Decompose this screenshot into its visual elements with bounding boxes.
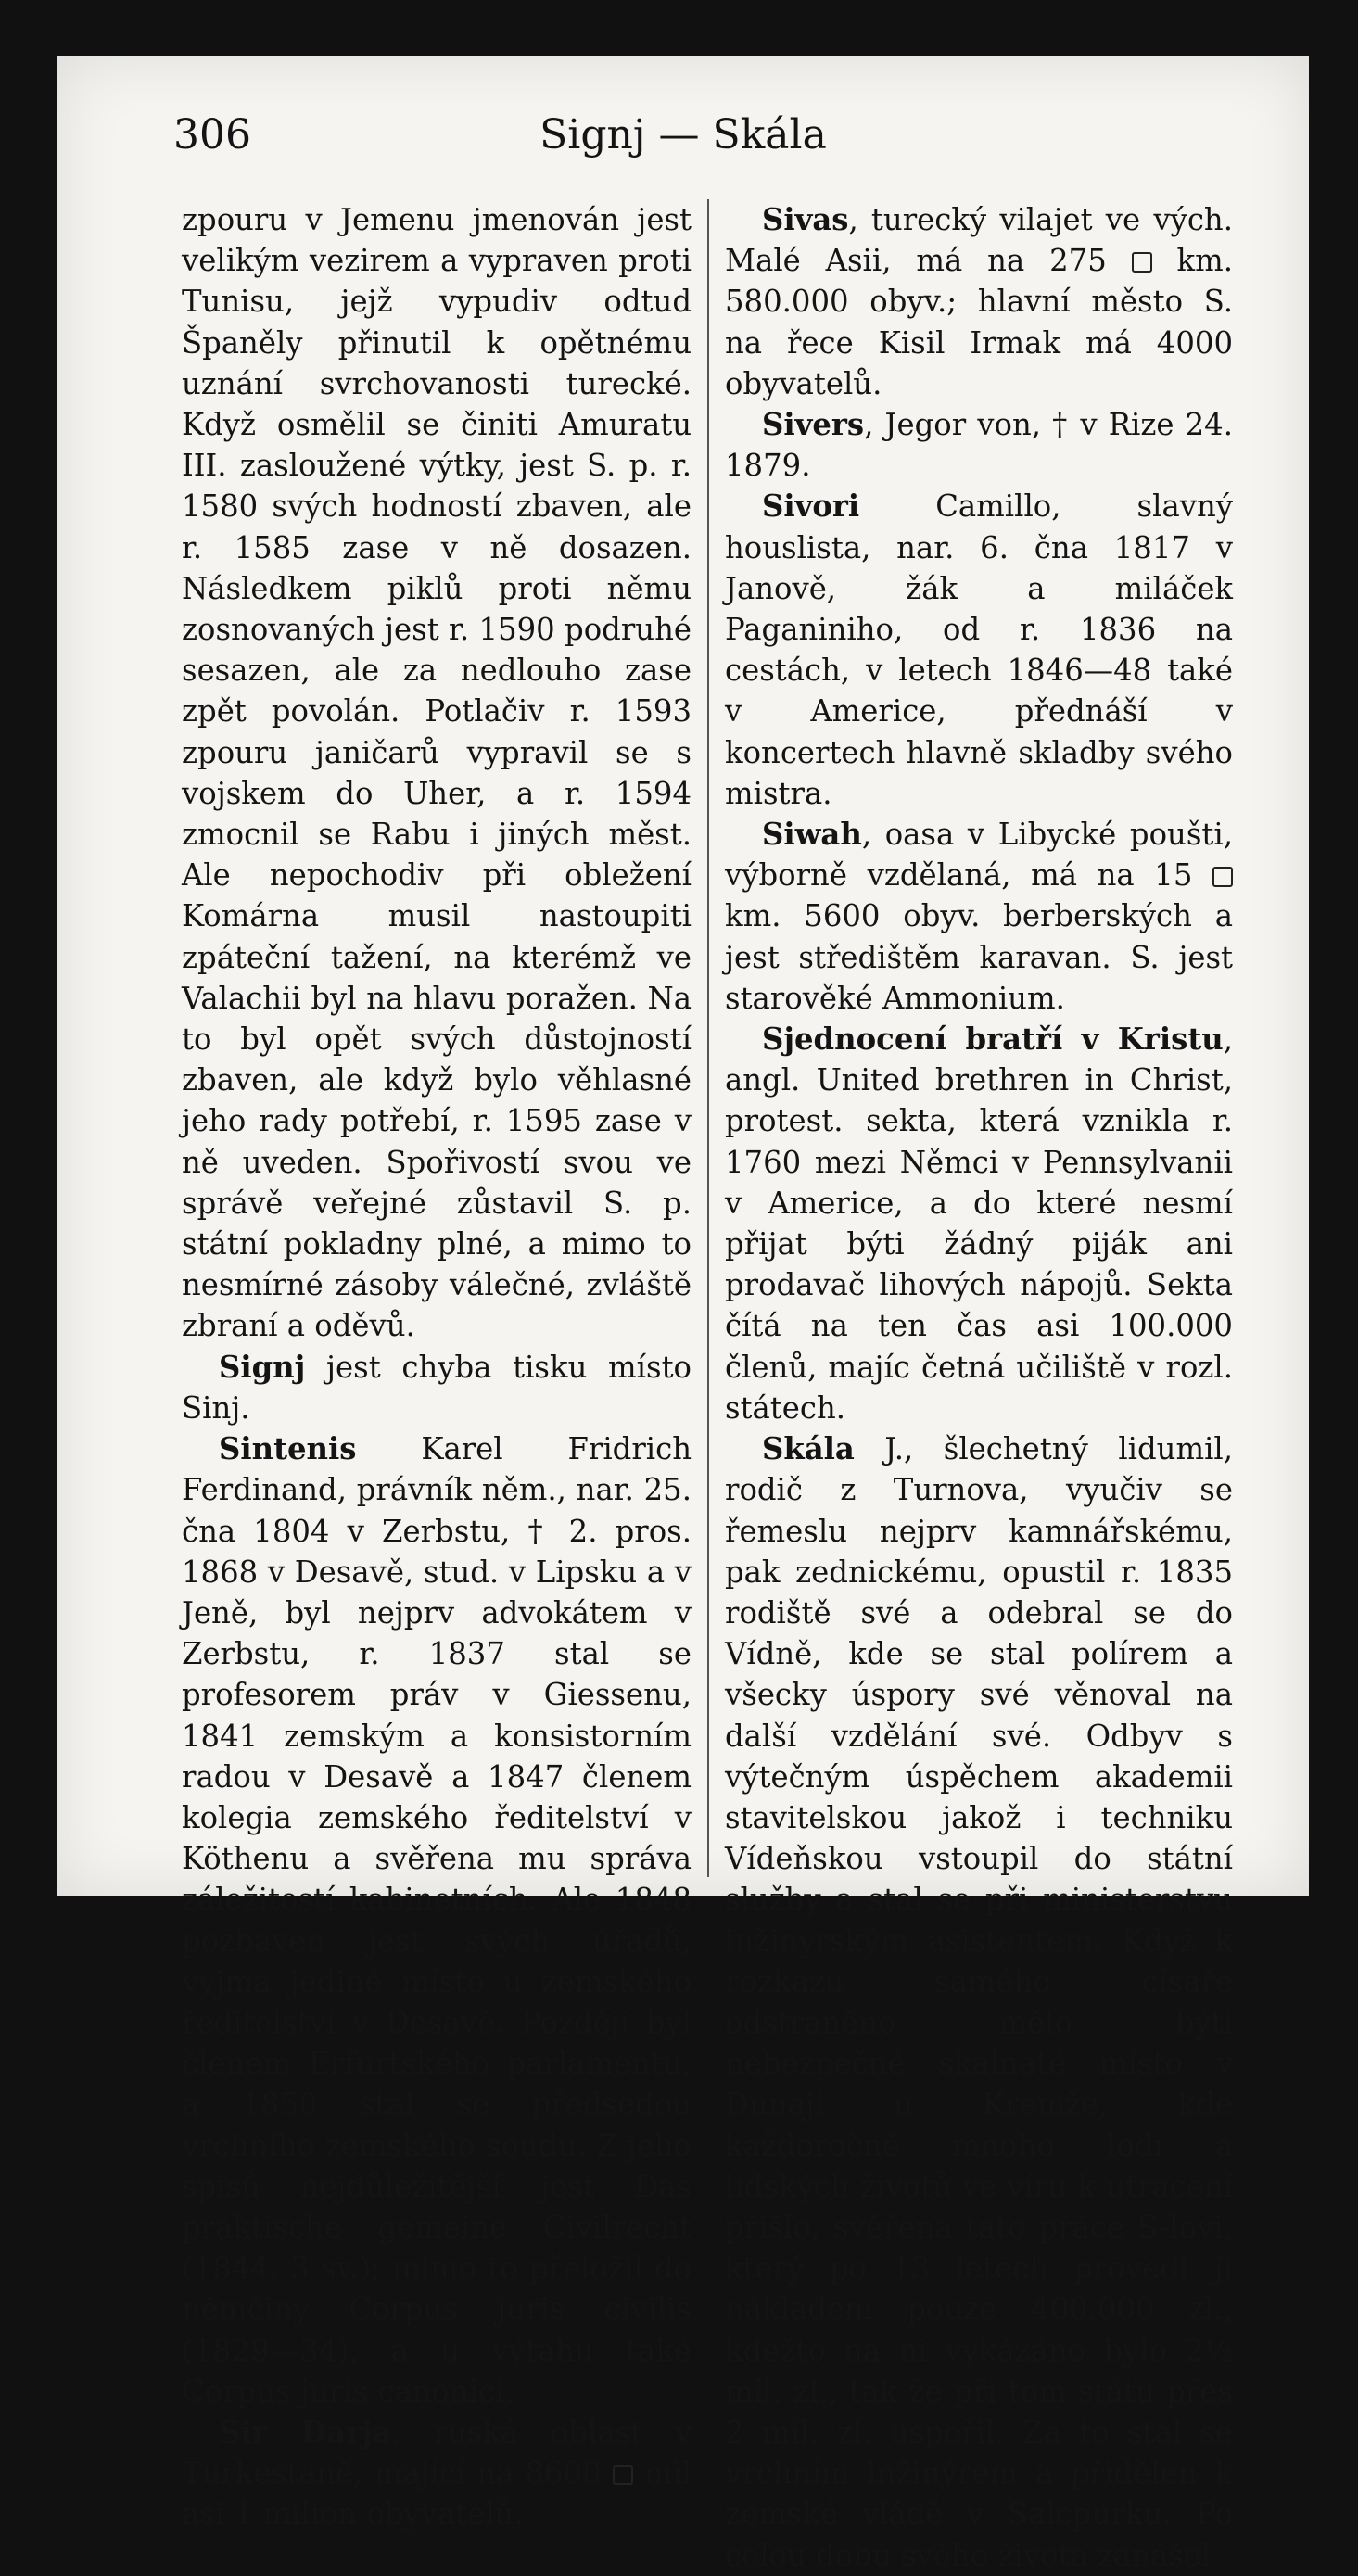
entry-headword: Sintenis <box>219 1431 357 1467</box>
entry-headword: Signj <box>219 1349 306 1385</box>
dictionary-entry <box>182 1347 692 1428</box>
entry-text: J., šlechetný lidumil, rodič z Turnova, vyučiv se řemeslu nejprv kamnářskému, pak zednickému, opustil r. 1835 rodiště své a odebral se do Vídně, kde se stal polírem a všecky úspory své věnoval na další vzdělání své. Odbyv s výtečným úspěchem akademii stavitelskou jakož i techniku Vídeňskou vstoupil do státní služby a stal se při ministerstvu inžinýrským asistentem. Když k rozkazu samého císaře odstraněno mělo býti nebezpečné skalnaté místo v Dunaji u Kremže, kde každoročně mnoho lodí a lidských životů ve víru k utracení přišlo, svěřena tato práce S-lovi, který po 13 letech provedl ji nákladem pouze 400.000 zl., kdežto na ni vykázáno bylo 2½ mil. zl., tak že při tom státu přes 2 mil. zl. uspořil. Za to stal se vrchním inžinýrem a přidělen k zemské vládě v Salcpurku. Po celou dobu svého života zanášel <box>725 1431 1233 2573</box>
entry-headword: Sivas <box>762 202 849 237</box>
entry-text: zpouru v Jemenu jmenován jest velikým vezirem a vypraven proti Tunisu, jejž vypudiv odtud Španěly přinutil k opětnému uznání svrchovanosti turecké. Když osmělil se činiti Amuratu III. zasloužené výtky, jest S. p. r. 1580 svých hodností zbaven, ale r. 1585 zase v ně dosazen. Následkem piklů proti němu zosnovaných jest r. 1590 podruhé sesazen, ale za nedlouho zase zpět povolán. Potlačiv r. 1593 zpouru janičarů vypravil se s vojskem do Uher, a r. 1594 zmocnil se Rabu i jiných měst. Ale nepochodiv při obležení Komárna musil nastoupiti zpáteční tažení, na kterémž ve Valachii byl na hlavu poražen. Na to byl opět svých důstojností zbaven, ale když bylo věhlasné jeho rady potřebí, r. 1595 zase v ně uveden. Spořivostí svou ve správě veřejné zůstavil S. p. státní pokladny plné, a mimo to nesmírné zásoby válečné, zvláště zbraní a oděvů. <box>182 202 692 1344</box>
dictionary-entry <box>725 1428 1233 2576</box>
entry-headword: Siwah <box>762 817 862 853</box>
entry-headword: Sjednocení bratří v Kristu <box>762 1022 1224 1058</box>
book-page <box>57 56 1309 2573</box>
dictionary-entry <box>725 404 1233 486</box>
entry-text: jest chyba tisku místo Sinj. <box>182 1349 692 1426</box>
dictionary-entry <box>725 486 1233 814</box>
column-divider <box>707 199 709 1877</box>
right-column <box>725 199 1233 2576</box>
dictionary-entry <box>182 199 692 1347</box>
entry-headword: Skála <box>762 1431 855 1467</box>
square-unit-icon <box>1212 867 1233 887</box>
entry-text: Camillo, slavný houslista, nar. 6. čna 1817 v Janově, žák a miláček Paganiniho, od r. 1836 na cestách, v letech 1846—48 také v Americe, přednáší v koncertech hlavně skladby svého mistra. <box>725 489 1233 811</box>
entry-text: Karel Fridrich Ferdinand, právník něm., nar. 25. čna 1804 v Zerbstu, † 2. pros. 1868 v Desavě, stud. v Lipsku a v Jeně, byl nejprv advokátem v Zerbstu, r. 1837 stal se profesorem práv v Giessenu, 1841 zemským a konsistorním radou v Desavě a 1847 členem kolegia zemského ředitelství v Köthenu a svěřena mu správa záležitostí kabinetních. Ale 1848 pozbaven jest svých úřadů, vyjma jediné místo u zemského ředitelství v Desavě. Později byl členem Erfurtského parlamentu, a 1850 stal se předsedou vrchního zemského soudu. Z jeho spisů nejdůležitější jest Das praktische gemeine Civilrecht (1844, 3 sv.); mimo to přeložil do němčiny Corpus juris civilis (1829—34), a u výtahu také Corpus juris canonici. <box>182 1431 692 2409</box>
running-title: Signj — Skála <box>539 111 827 159</box>
dictionary-entry <box>725 814 1233 1019</box>
entry-text: , turecký vilajet ve vých. Malé Asii, má na 275 km. 580.000 obyv.; hlavní město S. na řece Kisil Irmak má 4000 obyvatelů. <box>725 202 1233 401</box>
dictionary-entry <box>725 1019 1233 1428</box>
left-column <box>182 199 692 2535</box>
entry-headword: Sivori <box>762 489 860 525</box>
square-unit-icon <box>613 2465 633 2485</box>
entry-headword: Sivers <box>762 407 865 443</box>
entry-headword: Sir Darja <box>219 2414 392 2450</box>
entry-text: , ruská oblast v Turkestaně, mající na 8600 mil asi 1 milion obyvatelů. <box>182 2414 692 2532</box>
square-unit-icon <box>1132 252 1152 273</box>
dictionary-entry <box>182 1428 692 2412</box>
dictionary-entry <box>725 199 1233 404</box>
dictionary-entry <box>182 2412 692 2535</box>
entry-text: , angl. United brethren in Christ, protest. sekta, která vznikla r. 1760 mezi Němci v Pennsylvanii v Americe, a do které nesmí přijat býti žádný piják ani prodavač lihových nápojů. Sekta čítá na ten čas asi 100.000 členů, majíc četná učiliště v rozl. státech. <box>725 1022 1233 1426</box>
page-number: 306 <box>173 111 251 159</box>
entry-text: , Jegor von, † v Rize 24. 1879. <box>725 407 1233 484</box>
entry-text: , oasa v Libycké poušti, výborně vzdělaná, má na 15 km. 5600 obyv. berberských a jest středištěm karavan. S. jest starověké Ammonium. <box>725 817 1233 1016</box>
